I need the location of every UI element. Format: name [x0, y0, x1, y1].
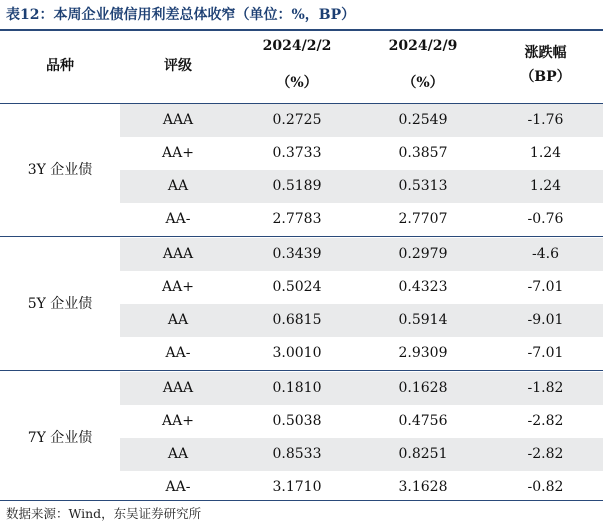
table-title: 表12：本周企业债信用利差总体收窄（单位：%，BP）	[6, 7, 356, 23]
group-separator	[0, 236, 603, 237]
cell-v1: 0.1810	[272, 380, 322, 396]
cell-v2: 0.4323	[398, 279, 448, 295]
cell-chg: 1.24	[529, 178, 562, 194]
cell-chg: -0.82	[527, 479, 564, 495]
group-label: 7Y 企业债	[27, 430, 93, 446]
group-label: 3Y 企业债	[27, 162, 93, 178]
cell-v2: 0.3857	[398, 145, 448, 161]
header-rating: 评级	[164, 58, 192, 74]
cell-v2: 0.2979	[398, 246, 448, 262]
cell-v1: 0.5024	[272, 279, 322, 295]
cell-v1: 0.5189	[272, 178, 322, 194]
cell-rating: AA+	[162, 413, 194, 429]
cell-v1: 0.3733	[272, 145, 322, 161]
cell-chg: -1.76	[527, 112, 564, 128]
cell-rating: AA	[167, 312, 189, 328]
header-date2: 2024/2/9	[388, 38, 458, 54]
cell-rating: AAA	[162, 112, 194, 128]
group-separator	[0, 370, 603, 371]
header-date2-unit: （%）	[402, 75, 444, 91]
cell-v2: 0.5914	[398, 312, 448, 328]
cell-v2: 2.7707	[398, 211, 448, 227]
cell-v2: 0.4756	[398, 413, 448, 429]
cell-v2: 0.8251	[398, 446, 448, 462]
cell-chg: -4.6	[532, 246, 559, 262]
cell-rating: AA	[167, 178, 189, 194]
cell-rating: AA-	[165, 479, 191, 495]
cell-rating: AA-	[165, 345, 191, 361]
cell-v2: 3.1628	[398, 479, 448, 495]
cell-chg: -2.82	[527, 446, 564, 462]
cell-chg: -0.76	[527, 211, 564, 227]
cell-v1: 3.1710	[272, 479, 322, 495]
cell-chg: -9.01	[527, 312, 564, 328]
cell-v2: 0.1628	[398, 380, 448, 396]
bottom-rule	[0, 500, 603, 501]
cell-v1: 0.8533	[272, 446, 322, 462]
cell-v2: 0.2549	[398, 112, 448, 128]
cell-rating: AA+	[162, 145, 194, 161]
cell-v2: 2.9309	[398, 345, 448, 361]
cell-v2: 0.5313	[398, 178, 448, 194]
cell-v1: 2.7783	[272, 211, 322, 227]
header-change: 涨跌幅	[524, 45, 567, 61]
cell-chg: -2.82	[527, 413, 564, 429]
cell-chg: -1.82	[527, 380, 564, 396]
header-date1: 2024/2/2	[262, 38, 332, 54]
cell-rating: AAA	[162, 246, 194, 262]
group-label: 5Y 企业债	[27, 296, 93, 312]
cell-v1: 3.0010	[272, 345, 322, 361]
cell-rating: AA-	[165, 211, 191, 227]
cell-rating: AA+	[162, 279, 194, 295]
header-product: 品种	[46, 58, 74, 74]
cell-v1: 0.3439	[272, 246, 322, 262]
header-date1-unit: （%）	[276, 75, 318, 91]
source-note: 数据来源：Wind，东吴证券研究所	[6, 506, 202, 521]
cell-v1: 0.6815	[272, 312, 322, 328]
cell-chg: 1.24	[529, 145, 562, 161]
cell-v1: 0.5038	[272, 413, 322, 429]
top-rule	[0, 29, 603, 31]
header-change-unit: （BP）	[520, 69, 571, 85]
cell-chg: -7.01	[527, 279, 564, 295]
cell-chg: -7.01	[527, 345, 564, 361]
cell-rating: AA	[167, 446, 189, 462]
cell-v1: 0.2725	[272, 112, 322, 128]
cell-rating: AAA	[162, 380, 194, 396]
